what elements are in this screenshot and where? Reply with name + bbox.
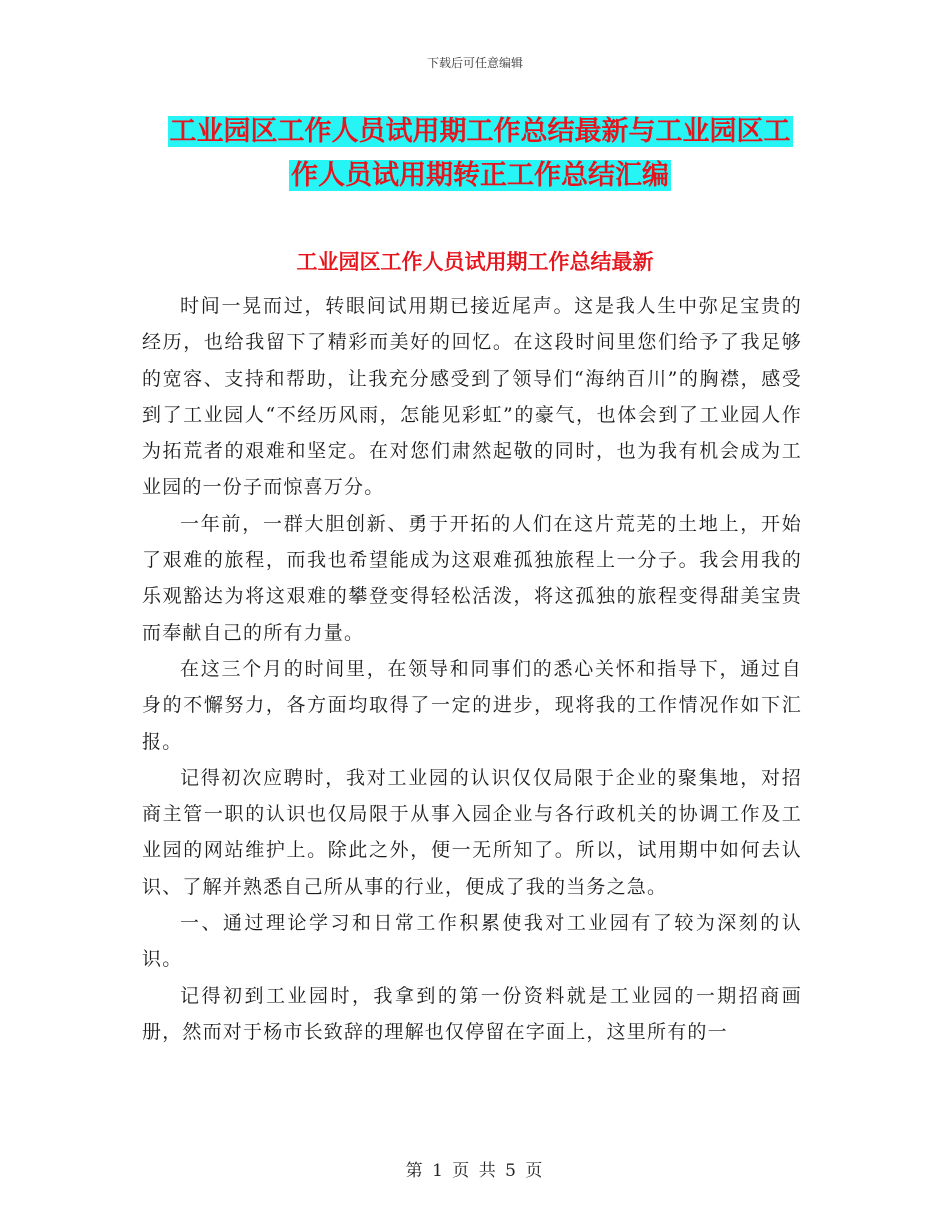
title-line-1: 工业园区工作人员试用期工作总结最新与工业园区工 bbox=[169, 116, 791, 147]
paragraph: 一年前，一群大胆创新、勇于开拓的人们在这片荒芜的土地上，开始了艰难的旅程，而我也希望能成为这艰难孤独旅程上一分子。我会用我的乐观豁达为将这艰难的攀登变得轻松活泼，将这孤独的旅程变得甜美宝贵而奉献自己的所有力量。 bbox=[142, 512, 802, 644]
paragraph: 时间一晃而过，转眼间试用期已接近尾声。这是我人生中弥足宝贵的经历，也给我留下了精彩而美好的回忆。在这段时间里您们给予了我足够的宽容、支持和帮助，让我充分感受到了领导们“海纳百川”的胸襟，感受到了工业园人“不经历风雨，怎能见彩虹”的豪气，也体会到了工业园人作为拓荒者的艰难和坚定。在对您们肃然起敬的同时，也为我有机会成为工业园的一份子而惊喜万分。 bbox=[142, 295, 802, 499]
paragraph: 记得初到工业园时，我拿到的第一份资料就是工业园的一期招商画册，然而对于杨市长致辞的理解也仅停留在字面上，这里所有的一 bbox=[142, 984, 802, 1043]
header-note: 下载后可任意编辑 bbox=[426, 56, 523, 70]
document-title bbox=[150, 110, 810, 198]
paragraph: 在这三个月的时间里，在领导和同事们的悉心关怀和指导下，通过自身的不懈努力，各方面均取得了一定的进步，现将我的工作情况作如下汇报。 bbox=[142, 657, 802, 753]
page-footer: 第 1 页 共 5 页 bbox=[405, 1161, 545, 1181]
paragraph: 记得初次应聘时，我对工业园的认识仅仅局限于企业的聚集地，对招商主管一职的认识也仅局限于从事入园企业与各行政机关的协调工作及工业园的网站维护上。除此之外，便一无所知了。所以，试用期中如何去认识、了解并熟悉自己所从事的行业，便成了我的当务之急。 bbox=[142, 766, 802, 898]
section-title: 工业园区工作人员试用期工作总结最新 bbox=[296, 250, 654, 274]
paragraph: 一、通过理论学习和日常工作积累使我对工业园有了较为深刻的认识。 bbox=[142, 912, 802, 971]
title-line-2: 作人员试用期转正工作总结汇编 bbox=[291, 160, 669, 191]
body-text bbox=[142, 288, 802, 1050]
